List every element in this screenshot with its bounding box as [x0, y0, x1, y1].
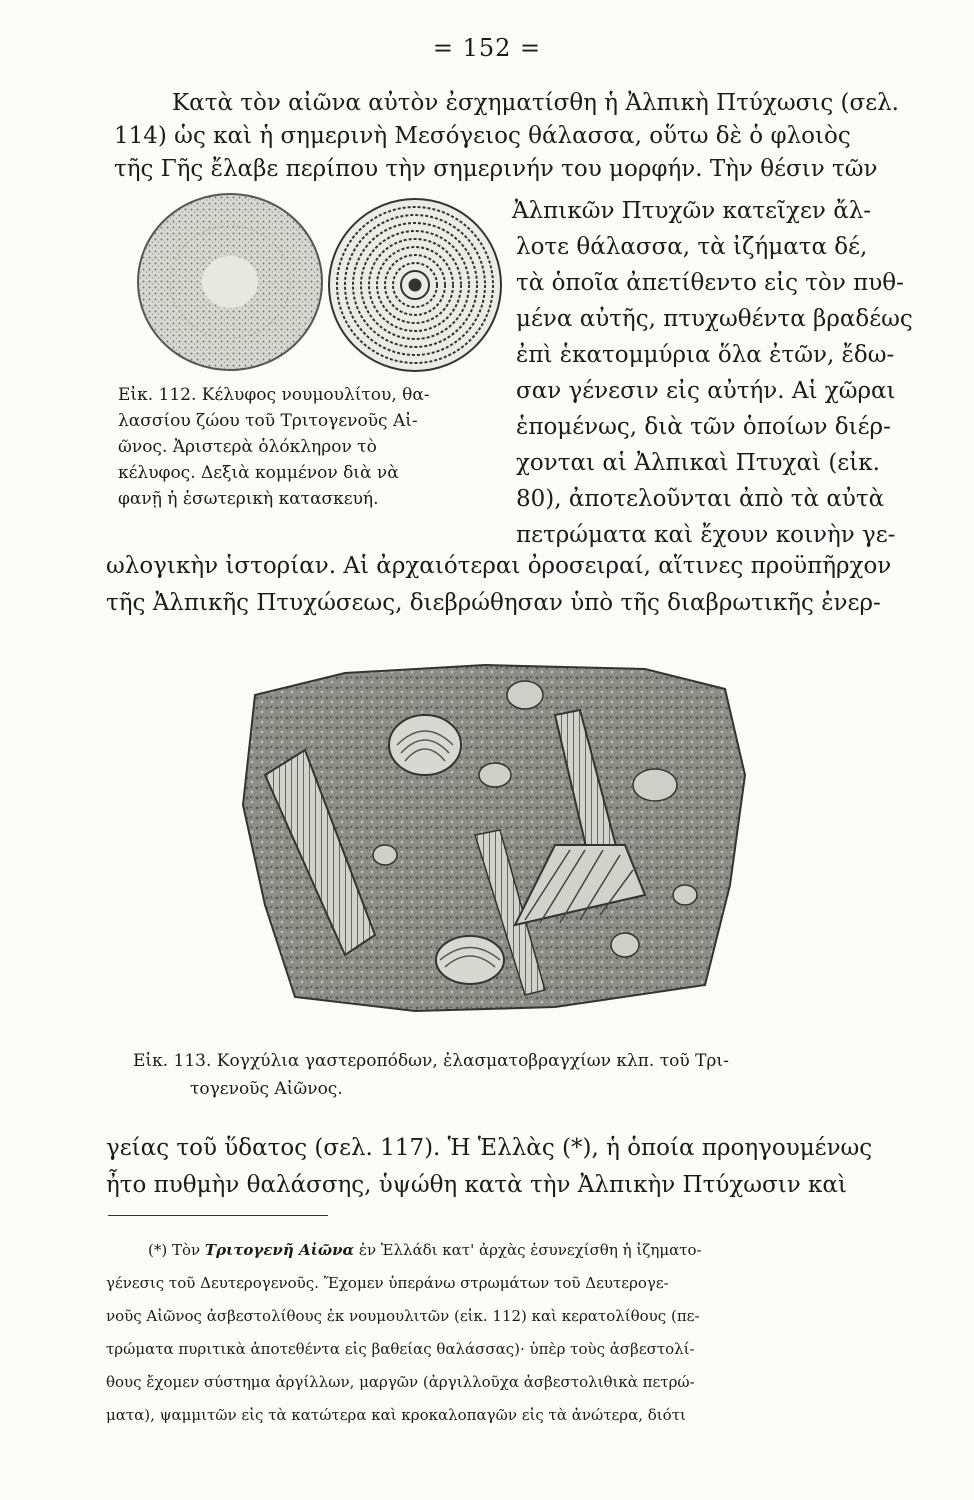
- figure-112-caption-line: κέλυφος. Δεξιὰ κομμένον διὰ νὰ: [118, 463, 399, 483]
- text-line: μένα αὐτῆς, πτυχωθέντα βραδέως: [516, 306, 913, 332]
- text-line: 80), ἀποτελοῦνται ἀπὸ τὰ αὐτὰ: [516, 486, 885, 512]
- figure-112-illustration: [130, 190, 510, 380]
- figure-112-caption-line: Εἰκ. 112. Κέλυφος νουμουλίτου, θα-: [118, 385, 430, 405]
- text-line: τῆς Γῆς ἔλαβε περίπου τὴν σημερινήν του μορφήν. Τὴν θέσιν τῶν: [114, 156, 878, 182]
- footnote-line: ματα), ψαμμιτῶν εἰς τὰ κατώτερα καὶ κροκαλοπαγῶν εἰς τὰ ἀνώτερα, διότι: [106, 1406, 686, 1424]
- nummulite-whole-shell: [138, 194, 322, 370]
- figure-112-caption-line: λασσίου ζώου τοῦ Τριτογενοῦς Αἰ-: [118, 411, 418, 431]
- footnote-line: [148, 1240, 702, 1260]
- text-line: τῆς Ἀλπικῆς Πτυχώσεως, διεβρώθησαν ὑπὸ τῆς διαβρωτικῆς ἐνερ-: [106, 590, 881, 616]
- figure-113-caption-line: τογενοῦς Αἰῶνος.: [190, 1079, 343, 1099]
- text-line: ἐπὶ ἑκατομμύρια ὅλα ἐτῶν, ἔδω-: [516, 342, 895, 368]
- footnote-rule: [108, 1215, 328, 1216]
- text-line: χονται αἱ Ἀλπικαὶ Πτυχαὶ (εἰκ.: [516, 450, 880, 476]
- text-line: τὰ ὁποῖα ἀπετίθεντο εἰς τὸν πυθ-: [516, 270, 904, 296]
- text-line: ἦτο πυθμὴν θαλάσσης, ὑψώθη κατὰ τὴν Ἀλπικὴν Πτύχωσιν καὶ: [106, 1172, 847, 1198]
- text-line: ἑπομένως, διὰ τῶν ὁποίων διέρ-: [516, 414, 891, 440]
- footnote-rest: ἐν Ἑλλάδι κατ' ἀρχὰς ἐσυνεχίσθη ἡ ἰζηματο-: [358, 1241, 702, 1259]
- footnote-emphasis: Τριτογενῆ Αἰῶνα: [204, 1241, 355, 1259]
- text-line: 114) ὡς καὶ ἡ σημερινὴ Μεσόγειος θάλασσα, οὕτω δὲ ὁ φλοιὸς: [114, 123, 851, 149]
- footnote-line: νοῦς Αἰῶνος ἀσβεστολίθους ἐκ νουμουλιτῶν (εἰκ. 112) καὶ κερατολίθους (πε-: [106, 1307, 700, 1325]
- text-line: Κατὰ τὸν αἰῶνα αὐτὸν ἐσχηματίσθη ἡ Ἀλπικὴ Πτύχωσις (σελ.: [172, 90, 899, 116]
- nummulite-section-shell: [329, 199, 501, 371]
- footnote-line: θους ἔχομεν σύστημα ἀργίλλων, μαργῶν (ἀργιλλοῦχα ἀσβεστολιθικὰ πετρώ-: [106, 1373, 695, 1391]
- page-number: = 152 =: [432, 34, 542, 62]
- footnote-line: γένεσις τοῦ Δευτερογενοῦς. Ἔχομεν ὑπεράνω στρωμάτων τοῦ Δευτερογε-: [106, 1274, 669, 1292]
- figure-112-caption-line: ῶνος. Ἀριστερὰ ὁλόκληρον τὸ: [118, 437, 377, 457]
- footnote-line: τρώματα πυριτικὰ ἀποτεθέντα εἰς βαθείας θαλάσσας)· ὑπὲρ τοὺς ἀσβεστολί-: [106, 1340, 695, 1358]
- text-line: γείας τοῦ ὕδατος (σελ. 117). Ἡ Ἑλλὰς (*), ἡ ὁποία προηγουμένως: [106, 1135, 873, 1161]
- figure-112-caption-line: φανῇ ἡ ἐσωτερικὴ κατασκευή.: [118, 489, 379, 509]
- figure-113-caption-line: Εἰκ. 113. Κογχύλια γαστεροπόδων, ἐλασματοβραγχίων κλπ. τοῦ Τρι-: [133, 1051, 729, 1071]
- footnote-marker: (*) Τὸν: [148, 1241, 201, 1259]
- text-line: πετρώματα καὶ ἔχουν κοινὴν γε-: [516, 522, 896, 548]
- text-line: λοτε θάλασσα, τὰ ἰζήματα δέ,: [516, 234, 868, 260]
- text-line: ωλογικὴν ἱστορίαν. Αἱ ἀρχαιότεραι ὀροσειραί, αἵτινες προϋπῆρχον: [106, 553, 892, 579]
- text-line: σαν γένεσιν εἰς αὐτήν. Αἱ χῶραι: [516, 378, 896, 404]
- figure-113-illustration: [225, 655, 765, 1025]
- text-line: Ἀλπικῶν Πτυχῶν κατεῖχεν ἄλ-: [512, 198, 872, 224]
